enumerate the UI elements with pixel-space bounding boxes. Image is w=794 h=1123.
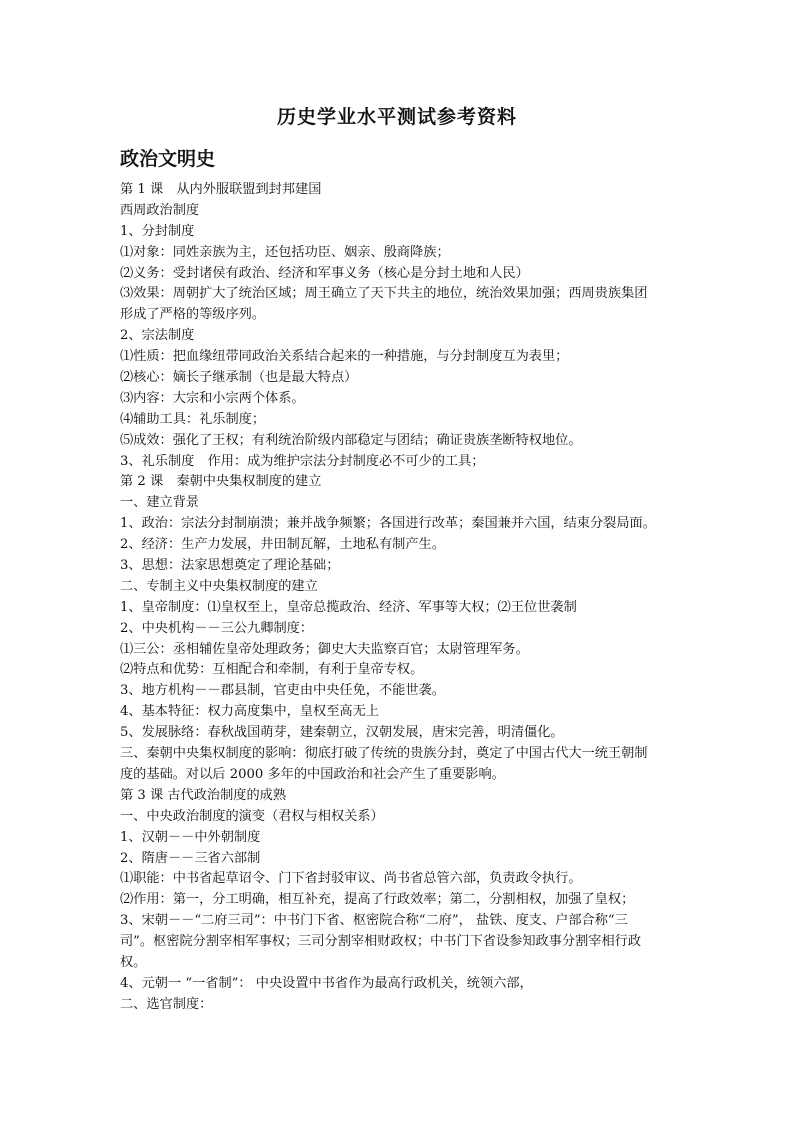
text-line: 第 3 课 古代政治制度的成熟 <box>120 787 287 803</box>
text-line: 2、经济：生产力发展，井田制瓦解，土地私有制产生。 <box>120 537 445 553</box>
text-line: ⑴对象：同姓亲族为主，还包括功臣、姻亲、殷商降族； <box>120 244 450 260</box>
text-line: ⑵特点和优势：互相配合和牵制，有利于皇帝专权。 <box>120 662 424 678</box>
text-line: ⑵义务：受封诸侯有政治、经济和军事义务（核心是分封土地和人民） <box>120 265 529 281</box>
text-line: 二、选官制度： <box>120 996 213 1012</box>
text-line: 3、宋朝－－“二府三司”：中书门下省、枢密院合称“二府”， 盐铁、度支、户部合称“三 <box>120 913 628 929</box>
text-line: ⑴三公：丞相辅佐皇帝处理政务；御史大夫监察百官；太尉管理军务。 <box>120 641 529 657</box>
text-line: ⑶效果：周朝扩大了统治区域；周王确立了天下共主的地位，统治效果加强；西周贵族集团 <box>120 286 648 302</box>
document-title: 历史学业水平测试参考资料 <box>276 106 517 128</box>
text-line: 3、思想：法家思想奠定了理论基础； <box>120 558 340 574</box>
text-line: 1、分封制度 <box>120 223 195 239</box>
section-heading: 政治文明史 <box>120 148 216 170</box>
text-line: ⑶内容：大宗和小宗两个体系。 <box>120 390 305 406</box>
text-line: 2、宗法制度 <box>120 328 195 344</box>
text-line: 2、隋唐－－三省六部制 <box>120 850 261 866</box>
text-line: 度的基础。对以后 2000 多年的中国政治和社会产生了重要影响。 <box>120 766 505 782</box>
text-line: 司”。枢密院分割宰相军事权；三司分割宰相财政权；中书门下省设参知政事分割宰相行政 <box>120 934 642 950</box>
text-line: ⑵核心：嫡长子继承制（也是最大特点） <box>120 370 358 386</box>
text-line: 第 2 课 秦朝中央集权制度的建立 <box>120 474 322 490</box>
text-line: 一、中央政治制度的演变（君权与相权关系） <box>120 808 384 824</box>
text-line: ⑷辅助工具：礼乐制度； <box>120 411 266 427</box>
text-line: 二、专制主义中央集权制度的建立 <box>120 578 318 594</box>
text-line: 3、礼乐制度 作用：成为维护宗法分封制度必不可少的工具； <box>120 453 485 469</box>
text-line: 2、中央机构－－三公九卿制度： <box>120 620 314 636</box>
text-line: 形成了严格的等级序列。 <box>120 307 266 323</box>
text-line: 3、地方机构－－郡县制，官吏由中央任免，不能世袭。 <box>120 683 445 699</box>
text-line: 1、政治：宗法分封制崩溃；兼并战争频繁；各国进行改革；秦国兼并六国，结束分裂局面。 <box>120 516 656 532</box>
document-body <box>120 180 692 1016</box>
text-line: 4、基本特征：权力高度集中，皇权至高无上 <box>120 704 379 720</box>
text-line: 权。 <box>120 954 147 970</box>
text-line: ⑴性质：把血缘纽带同政治关系结合起来的一种措施，与分封制度互为表里； <box>120 349 569 365</box>
text-line: 第 1 课 从内外服联盟到封邦建国 <box>120 182 322 197</box>
text-line: 1、汉朝－－中外朝制度 <box>120 829 261 845</box>
text-line: ⑴职能：中书省起草诏令、门下省封驳审议、尚书省总管六部，负责政令执行。 <box>120 871 582 887</box>
text-line: 三、秦朝中央集权制度的影响：彻底打破了传统的贵族分封，奠定了中国古代大一统王朝制 <box>120 746 648 762</box>
text-line: 4、元朝一 “一省制”： 中央设置中书省作为最高行政机关，统领六部， <box>120 975 533 991</box>
text-line: 5、发展脉络：春秋战国萌芽，建秦朝立，汉朝发展，唐宋完善，明清僵化。 <box>120 725 564 741</box>
text-line: ⑸成效：强化了王权；有利统治阶级内部稳定与团结；确证贵族垄断特权地位。 <box>120 432 582 448</box>
text-line: 西周政治制度 <box>120 202 200 218</box>
text-line: ⑵作用：第一，分工明确，相互补充，提高了行政效率；第二，分割相权，加强了皇权； <box>120 892 635 908</box>
text-line: 一、建立背景 <box>120 495 200 511</box>
text-line: 1、皇帝制度：⑴皇权至上，皇帝总揽政治、经济、军事等大权；⑵王位世袭制 <box>120 599 577 615</box>
